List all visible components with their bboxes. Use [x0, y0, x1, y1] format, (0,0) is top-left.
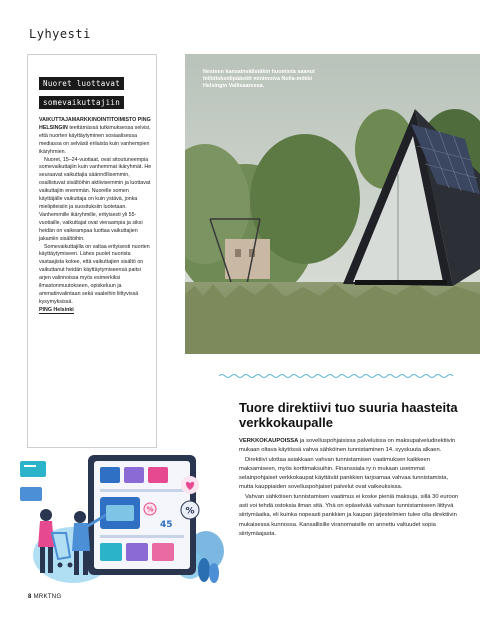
sidebar-heading — [39, 73, 124, 111]
sidebar-box — [27, 54, 157, 448]
online-shopping-illustration — [18, 455, 228, 585]
page-number: 8 — [28, 594, 32, 600]
section-label: Lyhyesti — [29, 27, 91, 41]
page-folio — [28, 594, 61, 600]
sidebar-p1-text: teettämässä tutkimuksessa selvisi, että nuorten käyttäytyminen sosiaalisessa mediassa on selvästi erilaista kuin vanhempien ikäryhmien. — [39, 124, 151, 155]
article-p1-text: ja sovelluspohjaisissa palveluissa on maksupalveludirektiivin mukaan oltava käytössä vahva sähköinen tunnistaminen 14. syyskuuta alkaen. — [239, 438, 456, 454]
percent-icon-text: % — [185, 506, 195, 517]
price-tag-text: 45 — [160, 520, 173, 530]
photo-caption: Nesteen kansainvälistäkin huomiota saanut hiilidioksidipäästöt minimoiva Nolla-mökki Helsingin Vallisaaressa. — [203, 69, 315, 90]
article-paragraph-2: Direktiivi ulottaa asiakkaan vahvan tunnistamisen vaatimuksen kaikkeen maksamiseen, myös korttimaksuihin. Finanssiala ry:n mukaan useimmat selainpohjaiset verkkokaupat käyttävät pankkien tarjoamaa vahvaa tunnistamista, mutta kauppiaiden sovelluspohjaiset palvelut ovat vaikeuksissa. — [239, 456, 449, 491]
sidebar-lead: VAIKUTTAJAMARKKINOINTITOIMISTO PING HELSINGIN — [39, 117, 151, 131]
sidebar-heading-line-1: Nuoret luottavat — [39, 77, 124, 90]
sidebar-heading-line-2: somevaikuttajiin — [39, 96, 124, 109]
floating-card — [20, 461, 46, 477]
article-lead: VERKKOKAUPOISSA — [239, 438, 299, 444]
article-paragraph-3: Vahvan sähköisen tunnistamisen vaatimus ei koske pieniä maksuja, sillä 30 euroon asti voi tehdä ostoksia ilman sitä. Yhä on epäselvää vahvaan tunnistamiseen liittyvä siirtymäaika, eli kuinka nopeasti pankkien ja kaupan järjestelmien tulee olla direktiivin mukaisessa kunnossa. Kansallisille viranomaisille on annettu valtuudet sopia siirtymäajasta. — [239, 493, 459, 537]
magazine-name: MRKTNG — [33, 594, 62, 600]
article-paragraph-1 — [239, 437, 461, 456]
cabin-photo-image — [185, 54, 480, 354]
article-title: Tuore direktiivi tuo suuria haasteita verkkokaupalle — [239, 400, 458, 430]
sidebar-body — [39, 117, 153, 315]
percent-badge-text: % — [146, 505, 154, 514]
sidebar-paragraph-3: Somevaikuttajilla on valtaa erityisesti nuorten käyttäytymiseen. Lähes puolet nuorista vastaajista kokee, että vaikuttajien sisältö on vaikuttanut heidän käyttäytymiseensä paitsi arjen valinnoissa myös esimerkiksi ilmastonmuutokseen, opiskeluun ja ammatinvalintaan sekä vaaleihin liittyvissä kysymyksissä. — [39, 243, 150, 305]
cabin-photo — [185, 54, 480, 354]
sidebar-signature: PING Helsinki — [39, 306, 74, 313]
wave-divider — [219, 373, 455, 379]
sidebar-paragraph-1 — [39, 117, 153, 157]
sidebar-paragraph-2: Nuoret, 15–24-vuotiaat, ovat sitoutuneempia somevaikuttajiin kuin vanhemmat ikäryhmät. He seuraavat vaikuttajia säännöllisemmin, osallistuvat sisältöihin aktiivisemmin ja luottavat vaikuttajiin enemmän. Nuorelle somen käyttäjälle vaikuttaja on kuin ystävä, jonka mielipiteisiin ja suosituksiin luotetaan. Vanhemmille ikäryhmille, erityisesti yli 55-vuotiaille, vaikuttajat ovat vieraampia ja siksi heidän on vaikeampaa luottaa vaikuttajien jakamiin sisältöihin. — [39, 156, 152, 242]
article-body — [239, 437, 461, 539]
